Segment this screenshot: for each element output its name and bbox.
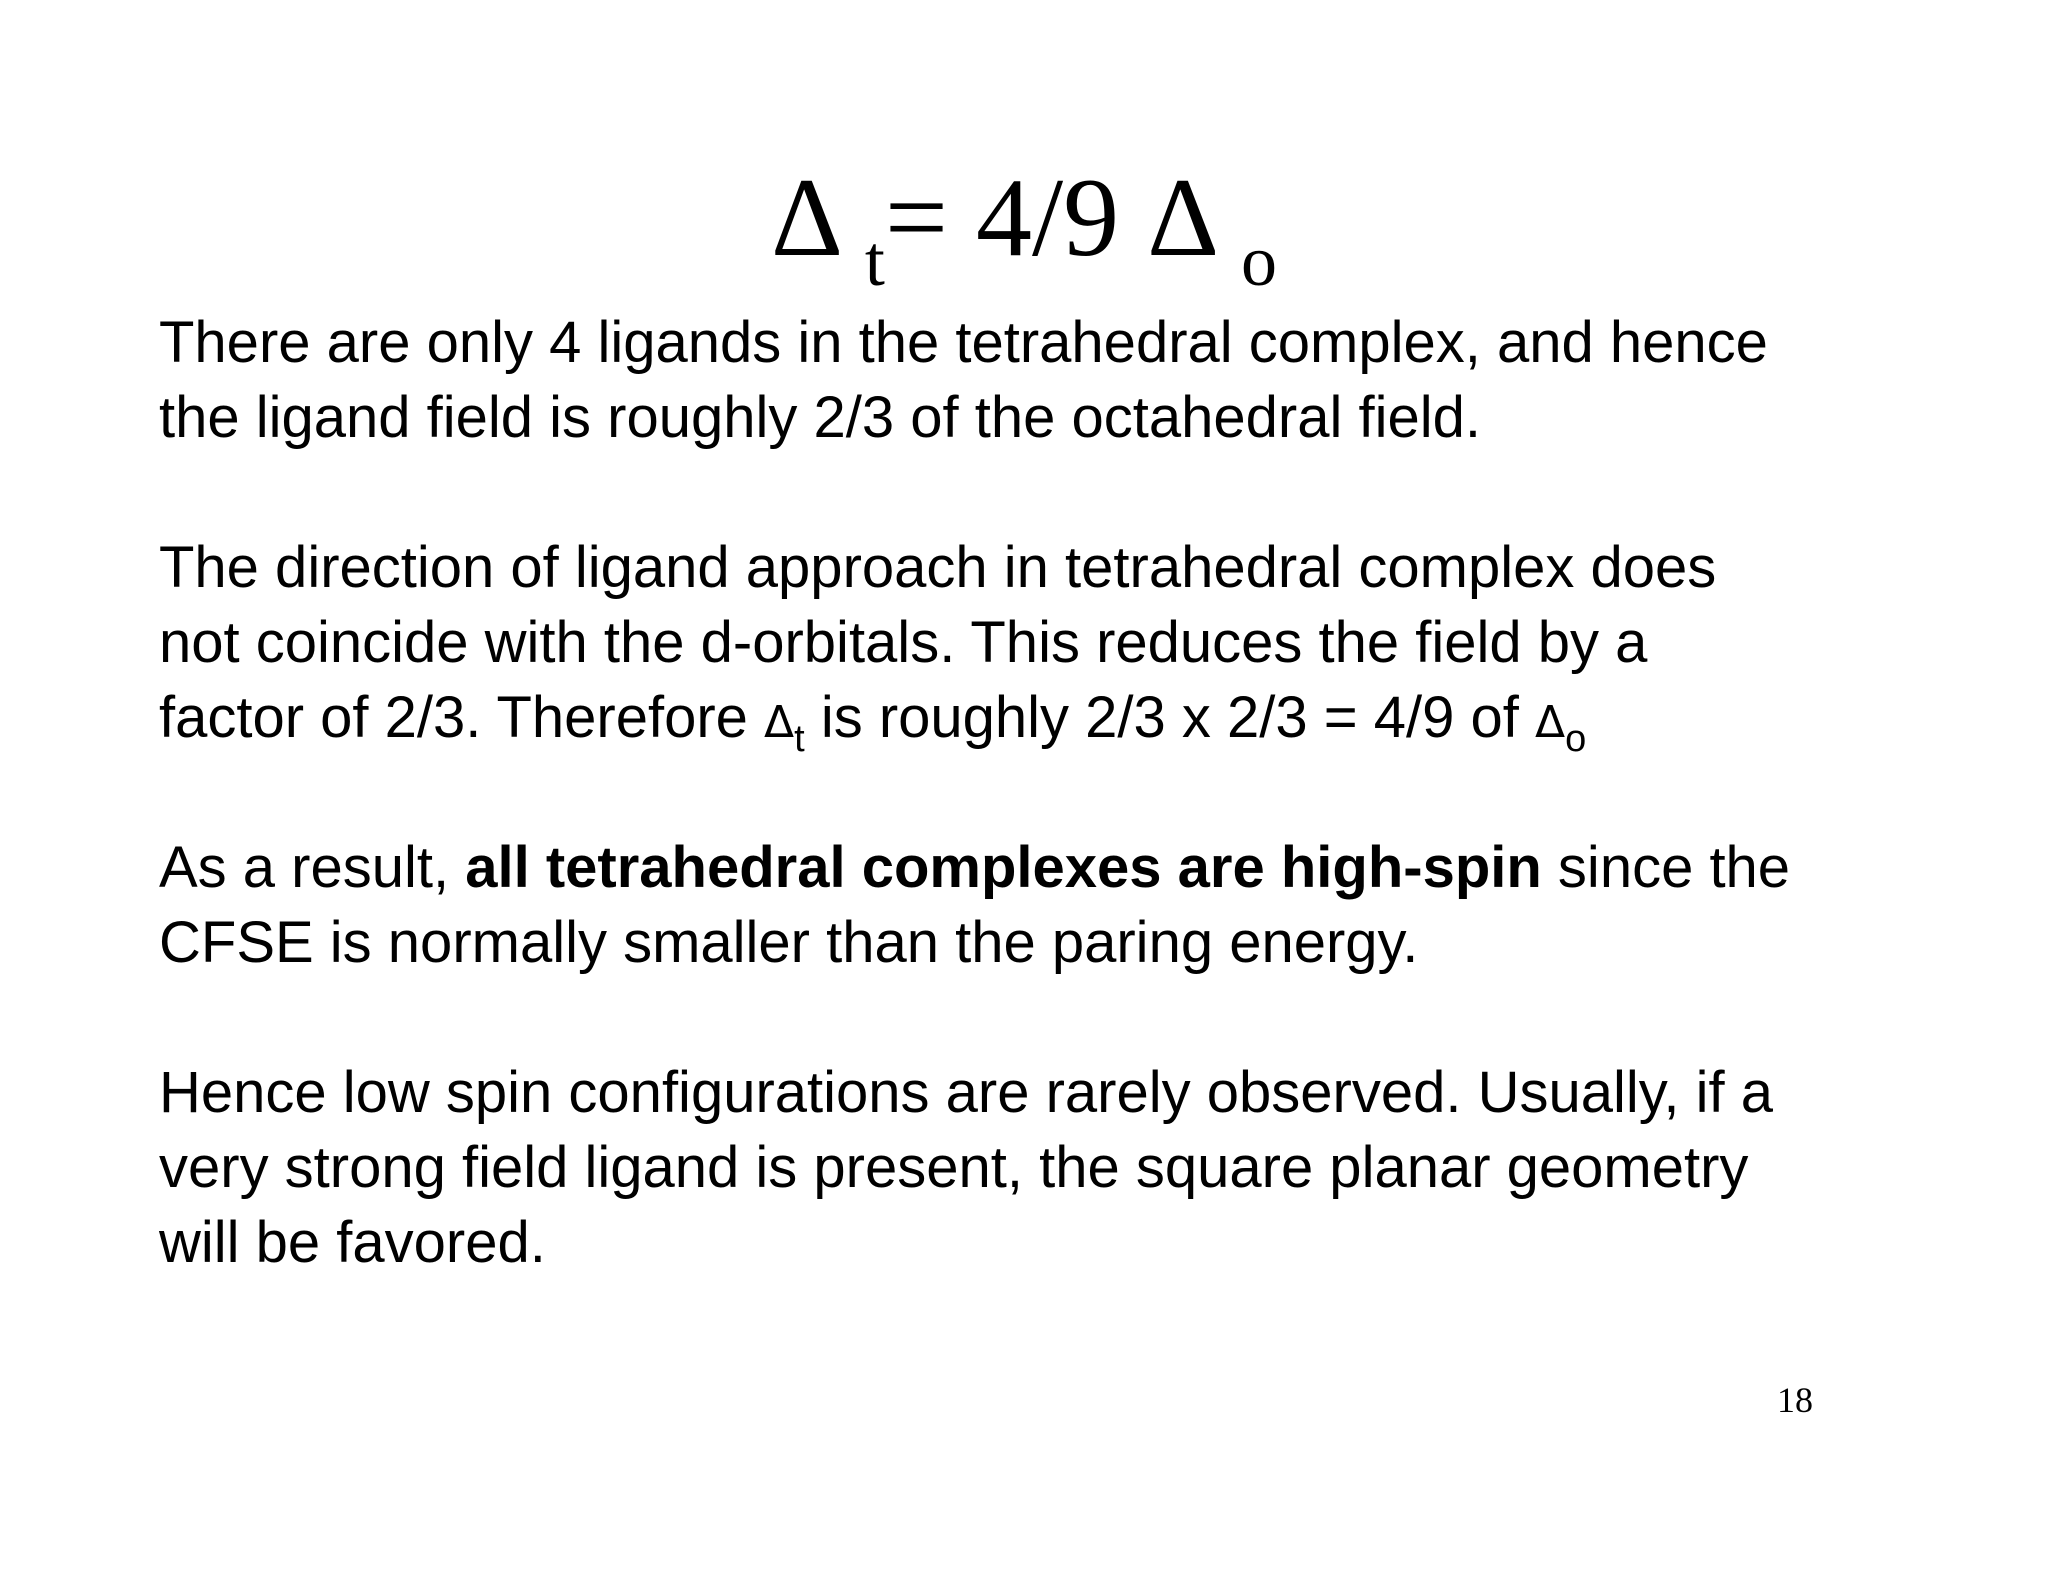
paragraph-line-with-symbols (159, 680, 1939, 763)
title-subscript-t: t (864, 221, 885, 301)
delta-symbol: Δ (1535, 697, 1566, 748)
paragraph-text: is roughly 2/3 x 2/3 = 4/9 of (804, 685, 1535, 750)
paragraph-line: Hence low spin configurations are rarely observed. Usually, if a (159, 1060, 1774, 1125)
paragraph-ligand-direction (159, 530, 1939, 763)
delta-subscript-t: t (794, 718, 805, 760)
title-delta-t: Δ (771, 156, 837, 280)
paragraph-line: very strong field ligand is present, the square planar geometry (159, 1135, 1749, 1200)
paragraph-line: CFSE is normally smaller than the paring energy. (159, 910, 1419, 975)
delta-symbol: Δ (764, 697, 795, 748)
bold-statement: all tetrahedral complexes are high-spin (465, 835, 1542, 900)
paragraph-text: As a result, (159, 835, 466, 900)
paragraph-line: will be favored. (159, 1210, 546, 1275)
title-equation-middle: = 4/9 Δ (884, 156, 1213, 280)
page-number: 18 (1777, 1380, 1813, 1420)
paragraph-line: not coincide with the d-orbitals. This reduces the field by a (159, 610, 1648, 675)
delta-subscript-o: o (1565, 718, 1587, 760)
slide-title-equation (0, 148, 2048, 301)
title-subscript-o: o (1240, 221, 1277, 301)
paragraph-text: since the (1541, 835, 1791, 900)
paragraph-text: factor of 2/3. Therefore (159, 685, 765, 750)
paragraph-line: There are only 4 ligands in the tetrahedral complex, and hence (159, 310, 1768, 375)
paragraph-line (159, 830, 1939, 905)
paragraph-low-spin (159, 1055, 1939, 1280)
paragraph-high-spin (159, 830, 1939, 980)
paragraph-line: the ligand field is roughly 2/3 of the octahedral field. (159, 385, 1481, 450)
paragraph-line: The direction of ligand approach in tetrahedral complex does (159, 535, 1717, 600)
paragraph-ligand-count (159, 305, 1939, 455)
